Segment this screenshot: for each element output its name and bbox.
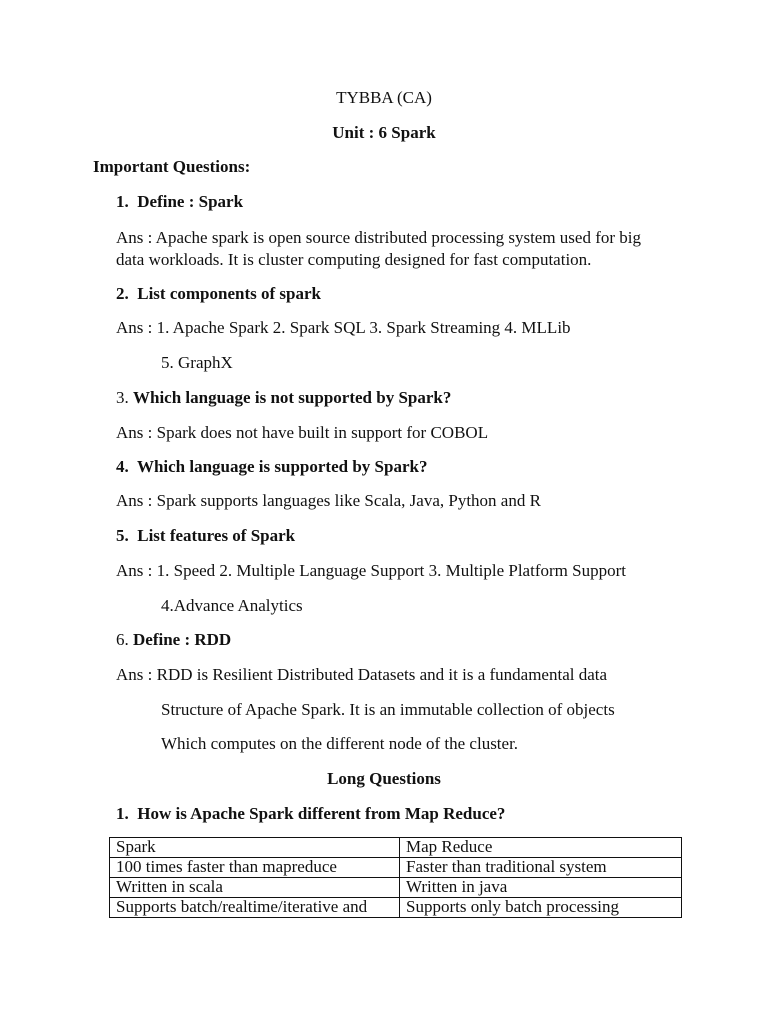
question-title: List components of spark — [137, 284, 321, 303]
table-cell: Supports batch/realtime/iterative and — [110, 898, 400, 918]
question-2 — [116, 284, 321, 304]
answer-line: 4.Advance Analytics — [161, 596, 303, 615]
question-number: 2. — [116, 284, 129, 303]
answer-line: Which computes on the different node of the cluster. — [161, 734, 519, 753]
answer-line: Ans : Spark supports languages like Scala, Java, Python and R — [116, 491, 541, 510]
table-row — [110, 898, 682, 918]
question-number: 6. — [116, 630, 129, 649]
question-number: 3. — [116, 388, 129, 407]
question-number: 1. — [116, 192, 129, 211]
unit-title: Unit : 6 Spark — [332, 123, 436, 142]
table-cell: Supports only batch processing — [400, 898, 682, 918]
long-question-1 — [116, 804, 505, 824]
table-header-cell: Map Reduce — [400, 838, 682, 858]
question-title: Which language is supported by Spark? — [136, 457, 428, 476]
section-heading-important: Important Questions: — [93, 157, 251, 176]
answer-line: Structure of Apache Spark. It is an immutable collection of objects — [161, 700, 615, 719]
answer-line: Ans : 1. Apache Spark 2. Spark SQL 3. Spark Streaming 4. MLLib — [116, 318, 571, 337]
answer-line: Ans : RDD is Resilient Distributed Datasets and it is a fundamental data — [116, 665, 608, 684]
question-title: How is Apache Spark different from Map Reduce? — [137, 804, 506, 823]
question-title: List features of Spark — [137, 526, 296, 545]
table-cell: Faster than traditional system — [400, 858, 682, 878]
answer-line: Ans : 1. Speed 2. Multiple Language Support 3. Multiple Platform Support — [116, 561, 626, 580]
answer-line: Ans : Apache spark is open source distributed processing system used for big — [116, 228, 642, 247]
question-3 — [116, 388, 451, 408]
course-title: TYBBA (CA) — [336, 88, 432, 107]
table-row — [110, 858, 682, 878]
question-number: 5. — [116, 526, 129, 545]
question-number: 1. — [116, 804, 129, 823]
section-heading-long: Long Questions — [327, 769, 441, 788]
question-title: Define : Spark — [137, 192, 244, 211]
table-header-cell: Spark — [110, 838, 400, 858]
answer-line: 5. GraphX — [161, 353, 233, 372]
question-title: Which language is not supported by Spark? — [133, 388, 452, 407]
question-number: 4. — [116, 457, 129, 476]
question-1 — [116, 192, 243, 212]
table-cell: 100 times faster than mapreduce — [110, 858, 400, 878]
question-5 — [116, 526, 295, 546]
question-title: Define : RDD — [133, 630, 232, 649]
table-row — [110, 878, 682, 898]
table-header-row — [110, 838, 682, 858]
table-cell: Written in java — [400, 878, 682, 898]
question-4 — [116, 457, 427, 477]
answer-line: Ans : Spark does not have built in support for COBOL — [116, 423, 489, 442]
answer-line: data workloads. It is cluster computing designed for fast computation. — [116, 250, 592, 269]
comparison-table — [109, 837, 682, 918]
question-6 — [116, 630, 231, 650]
table-cell: Written in scala — [110, 878, 400, 898]
